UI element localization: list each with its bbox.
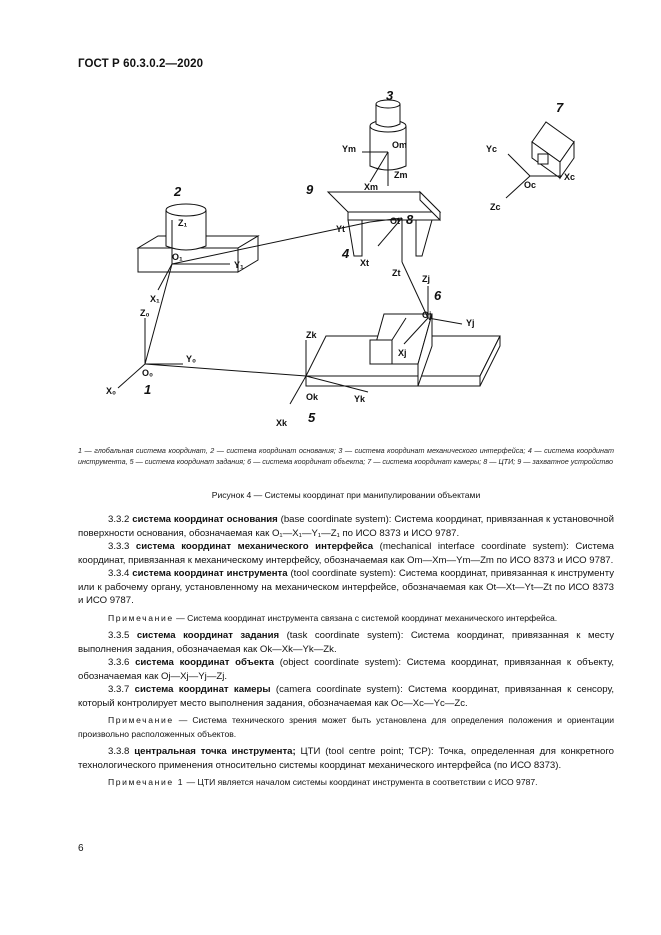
definition-3-3-7: 3.3.7 система координат камеры (camera coordinate system): Система координат, привязанная к сенсору, который контролирует место выполнения задания, обозначаемая как Oc—Xc—Yc—Zc. <box>78 684 614 709</box>
note-tool-coordinate-system: Примечание — Система координат инструмента связана с системой координат механического интерфейса. <box>108 612 558 623</box>
origin-label-oj: Oj <box>422 310 432 320</box>
figure-number-4: 4 <box>342 246 350 261</box>
axis-label-zk: Zk <box>306 330 317 340</box>
axis-label-x1: X₁ <box>150 294 160 304</box>
figure-number-5: 5 <box>308 410 316 425</box>
coordinate-systems-figure <box>70 86 630 436</box>
figure-number-2: 2 <box>174 184 182 199</box>
axis-label-zj: Zj <box>422 274 430 284</box>
axis-label-xt: Xt <box>360 258 369 268</box>
axis-label-x0: X₀ <box>106 386 117 396</box>
axis-label-ym: Ym <box>342 144 357 154</box>
figure-number-1: 1 <box>144 382 152 397</box>
axis-label-xj: Xj <box>398 348 407 358</box>
figure-number-7: 7 <box>556 100 564 115</box>
definition-3-3-2: 3.3.2 система координат основания (base coordinate system): Система координат, привязанная к установочной поверхности основания, обозначаемая как O₁—X₁—Y₁—Z₁ по ИСО 8373 и ИСО 9787. <box>78 514 614 539</box>
origin-label-ot: Ot <box>390 216 400 226</box>
definition-3-3-8: 3.3.8 центральная точка инструмента; ЦТИ (tool centre point; TCP): Точка, определенная для конкретного технологического применения относительно системы координат механического интерфейса (по ИСО 8373). <box>78 746 614 771</box>
axis-label-yk: Yk <box>354 394 366 404</box>
figure-legend: 1 — глобальная система координат, 2 — система координат основания; 3 — система координат механического интерфейса; 4 — система координат инструмента, 5 — система координат задания; 6 — система координат объекта; 7 — система координат камеры; 8 — ЦТИ; 9 — захватное устройство <box>78 446 614 466</box>
axis-label-z1: Z₁ <box>178 218 188 228</box>
figure-number-8: 8 <box>406 212 414 227</box>
axis-label-yt: Yt <box>336 224 345 234</box>
origin-label-oc: Oc <box>524 180 537 190</box>
note-tcp: Примечание 1 — ЦТИ является началом системы координат инструмента в соответствии с ИСО 9787. <box>108 777 538 787</box>
axis-label-zc: Zc <box>490 202 501 212</box>
axis-label-xc: Xc <box>564 172 576 182</box>
figure-caption: Рисунок 4 — Системы координат при манипулировании объектами <box>211 490 481 500</box>
note-vision-system: Примечание — Система технического зрения может быть установлена для определения положения и ориентации произвольно расположенных объектов. <box>78 715 614 739</box>
origin-label-ok: Ok <box>306 392 319 402</box>
origin-label-o1: O₁ <box>172 252 183 262</box>
definition-3-3-4: 3.3.4 система координат инструмента (tool coordinate system): Система координат, привязанная к инструменту или к рабочему органу, установленному на механическом интерфейсе, обозначаемая как Ot—Xt—Yt—Zt по ИСО 8373 и ИСО 9787. <box>78 568 614 606</box>
axis-label-zt: Zt <box>392 268 401 278</box>
axis-label-z0: Z₀ <box>140 308 150 318</box>
axis-label-zm: Zm <box>394 170 408 180</box>
axis-label-xk: Xk <box>276 418 288 428</box>
axis-label-xm: Xm <box>364 182 379 192</box>
page-number: 6 <box>78 843 84 854</box>
figure-number-9: 9 <box>306 182 314 197</box>
definition-3-3-5: 3.3.5 система координат задания (task coordinate system): Система координат, привязанная к месту выполнения задания, обозначаемая как Ok—Xk—Yk—Zk. <box>78 630 615 655</box>
definition-3-3-6: 3.3.6 система координат объекта (object coordinate system): Система координат, привязанная к объекту, обозначаемая как Oj—Xj—Yj—Zj. <box>78 657 614 682</box>
figure-drawing <box>70 86 630 436</box>
definitions-text <box>78 513 614 794</box>
origin-label-o0: O₀ <box>142 368 154 378</box>
document-header: ГОСТ Р 60.3.0.2—2020 <box>78 58 204 70</box>
axis-label-yj: Yj <box>466 318 475 328</box>
figure-number-6: 6 <box>434 288 442 303</box>
origin-label-om: Om <box>392 140 408 150</box>
definition-3-3-3: 3.3.3 система координат механического интерфейса (mechanical interface coordinate system): Система координат, привязанная к механическому интерфейсу, обозначаемая как Om—Xm—Ym—Zm по ИСО 8373 и ИСО 9787. <box>78 541 614 566</box>
axis-label-y0: Y₀ <box>186 354 197 364</box>
axis-label-yc: Yc <box>486 144 498 154</box>
figure-number-3: 3 <box>386 88 394 103</box>
axis-label-y1: Y₁ <box>234 260 244 270</box>
